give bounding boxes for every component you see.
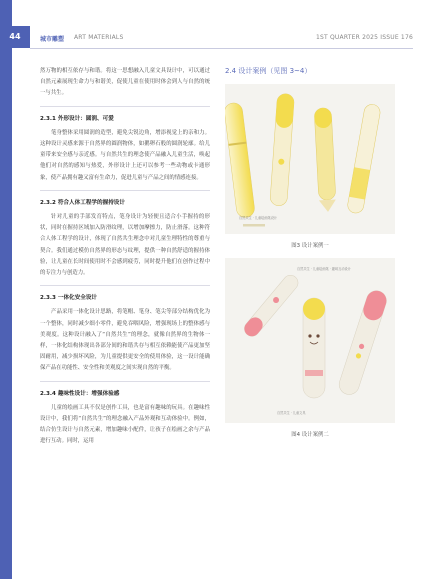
section-body: 产品采用一体化设计思路，将笔帽、笔身、笔尖等部分结构优化为一个整体，同时减少细小零件，避免吞咽风险，增强现场上的整体感与美观度。这种设计融入了“自然共生”的理念，就像自然界的生物体一样，一体化结构体现出各部分间的和谐共存与相互依赖能使产品更加坚固耐用，减少损坏风险，为儿童提供更安全的使用体验，这一设计能确保产品在功能性、安全性和美观度之间实现自然的平衡。	[40, 309, 210, 372]
issue-info: 1ST QUARTER 2025 ISSUE 176	[316, 34, 413, 41]
section-heading: 2.3.4 趣味性设计：增强体验感	[40, 390, 120, 397]
page-number: 44	[0, 26, 30, 48]
right-column	[225, 66, 395, 447]
journal-name: 城市雕塑	[40, 36, 65, 43]
figure-3-image	[225, 84, 395, 234]
pen-set-illustration-2	[225, 258, 395, 423]
figure-3-note: 自然共生 · 儿童绘画笔设计	[239, 216, 278, 220]
figure-3-caption: 图3 设计案例一	[291, 243, 329, 249]
design-cases-title: 2.4 设计案例（见图 3~4）	[225, 67, 312, 75]
section-body: 笔身整体采用圆润的造型，避免尖锐边角，增添视觉上的亲和力。这种设计灵感来源于自然界的圆润物体，如鹅卵石般的圆润轮廓。给儿童带来安全感与亲近感。与自然共生的理念使产品融入儿童生活，唤起他们对自然的感知与热爱，外形设计上还可以参考一些动物或卡通形象，使产品拥有趣又富有生命力，促进儿童与产品之间的情感连接。	[40, 129, 210, 181]
figure-4-caption: 图4 设计案例二	[291, 432, 329, 438]
left-column	[40, 66, 210, 448]
figure-4-note-top: 自然共生 · 儿童绘画笔 · 趣味互动设计	[297, 267, 351, 271]
header-divider	[30, 48, 413, 49]
section-divider	[40, 190, 210, 191]
section-body: 针对儿童的手部发育特点，笔身设计为轻便且适合小手握持的形状，同时在握持区域加入防滑纹理，以增加摩擦力，防止滑落。这种符合人体工程学的设计，体现了自然共生理念中对儿童生理特性的尊重与契合。我们通过模仿自然界的形态与纹理，提供一种自然舒适的握持体验，让儿童在长时间使用时不会感到疲劳，同时提升他们在创作过程中的专注力与创造力。	[40, 214, 210, 277]
section-label: ART MATERIALS	[74, 34, 124, 41]
section-heading: 2.3.3 一体化安全设计	[40, 295, 98, 302]
figure-4-image	[225, 258, 395, 423]
page-header	[30, 26, 413, 48]
figure-4-note-bottom: 自然共生 · 儿童文具	[277, 411, 306, 415]
section-divider	[40, 285, 210, 286]
intro-paragraph: 然万物的相互依存与和谐。将这一思想融入儿童文具设计中，可以通过自然元素展现生命力与和谐美，促使儿童在使用时体会到人与自然的统一与共生。	[40, 68, 210, 97]
section-divider	[40, 381, 210, 382]
section-heading: 2.3.1 外形设计：圆润、可爱	[40, 115, 114, 122]
pen-set-illustration-1	[225, 84, 395, 234]
section-body: 儿童的绘画工具不仅是创作工具，也是富有趣味的玩具。在趣味性设计中，我们将“自然共生”的理念融入产品外观和互动体验中。例如，结合仿生设计与自然元素，增加趣味小配件，让孩子在绘画之余与产品进行互动。同时，运用	[40, 404, 210, 445]
section-divider	[40, 106, 210, 107]
section-heading: 2.3.2 符合人体工程学的握持设计	[40, 199, 125, 206]
page-side-bar	[0, 0, 12, 579]
